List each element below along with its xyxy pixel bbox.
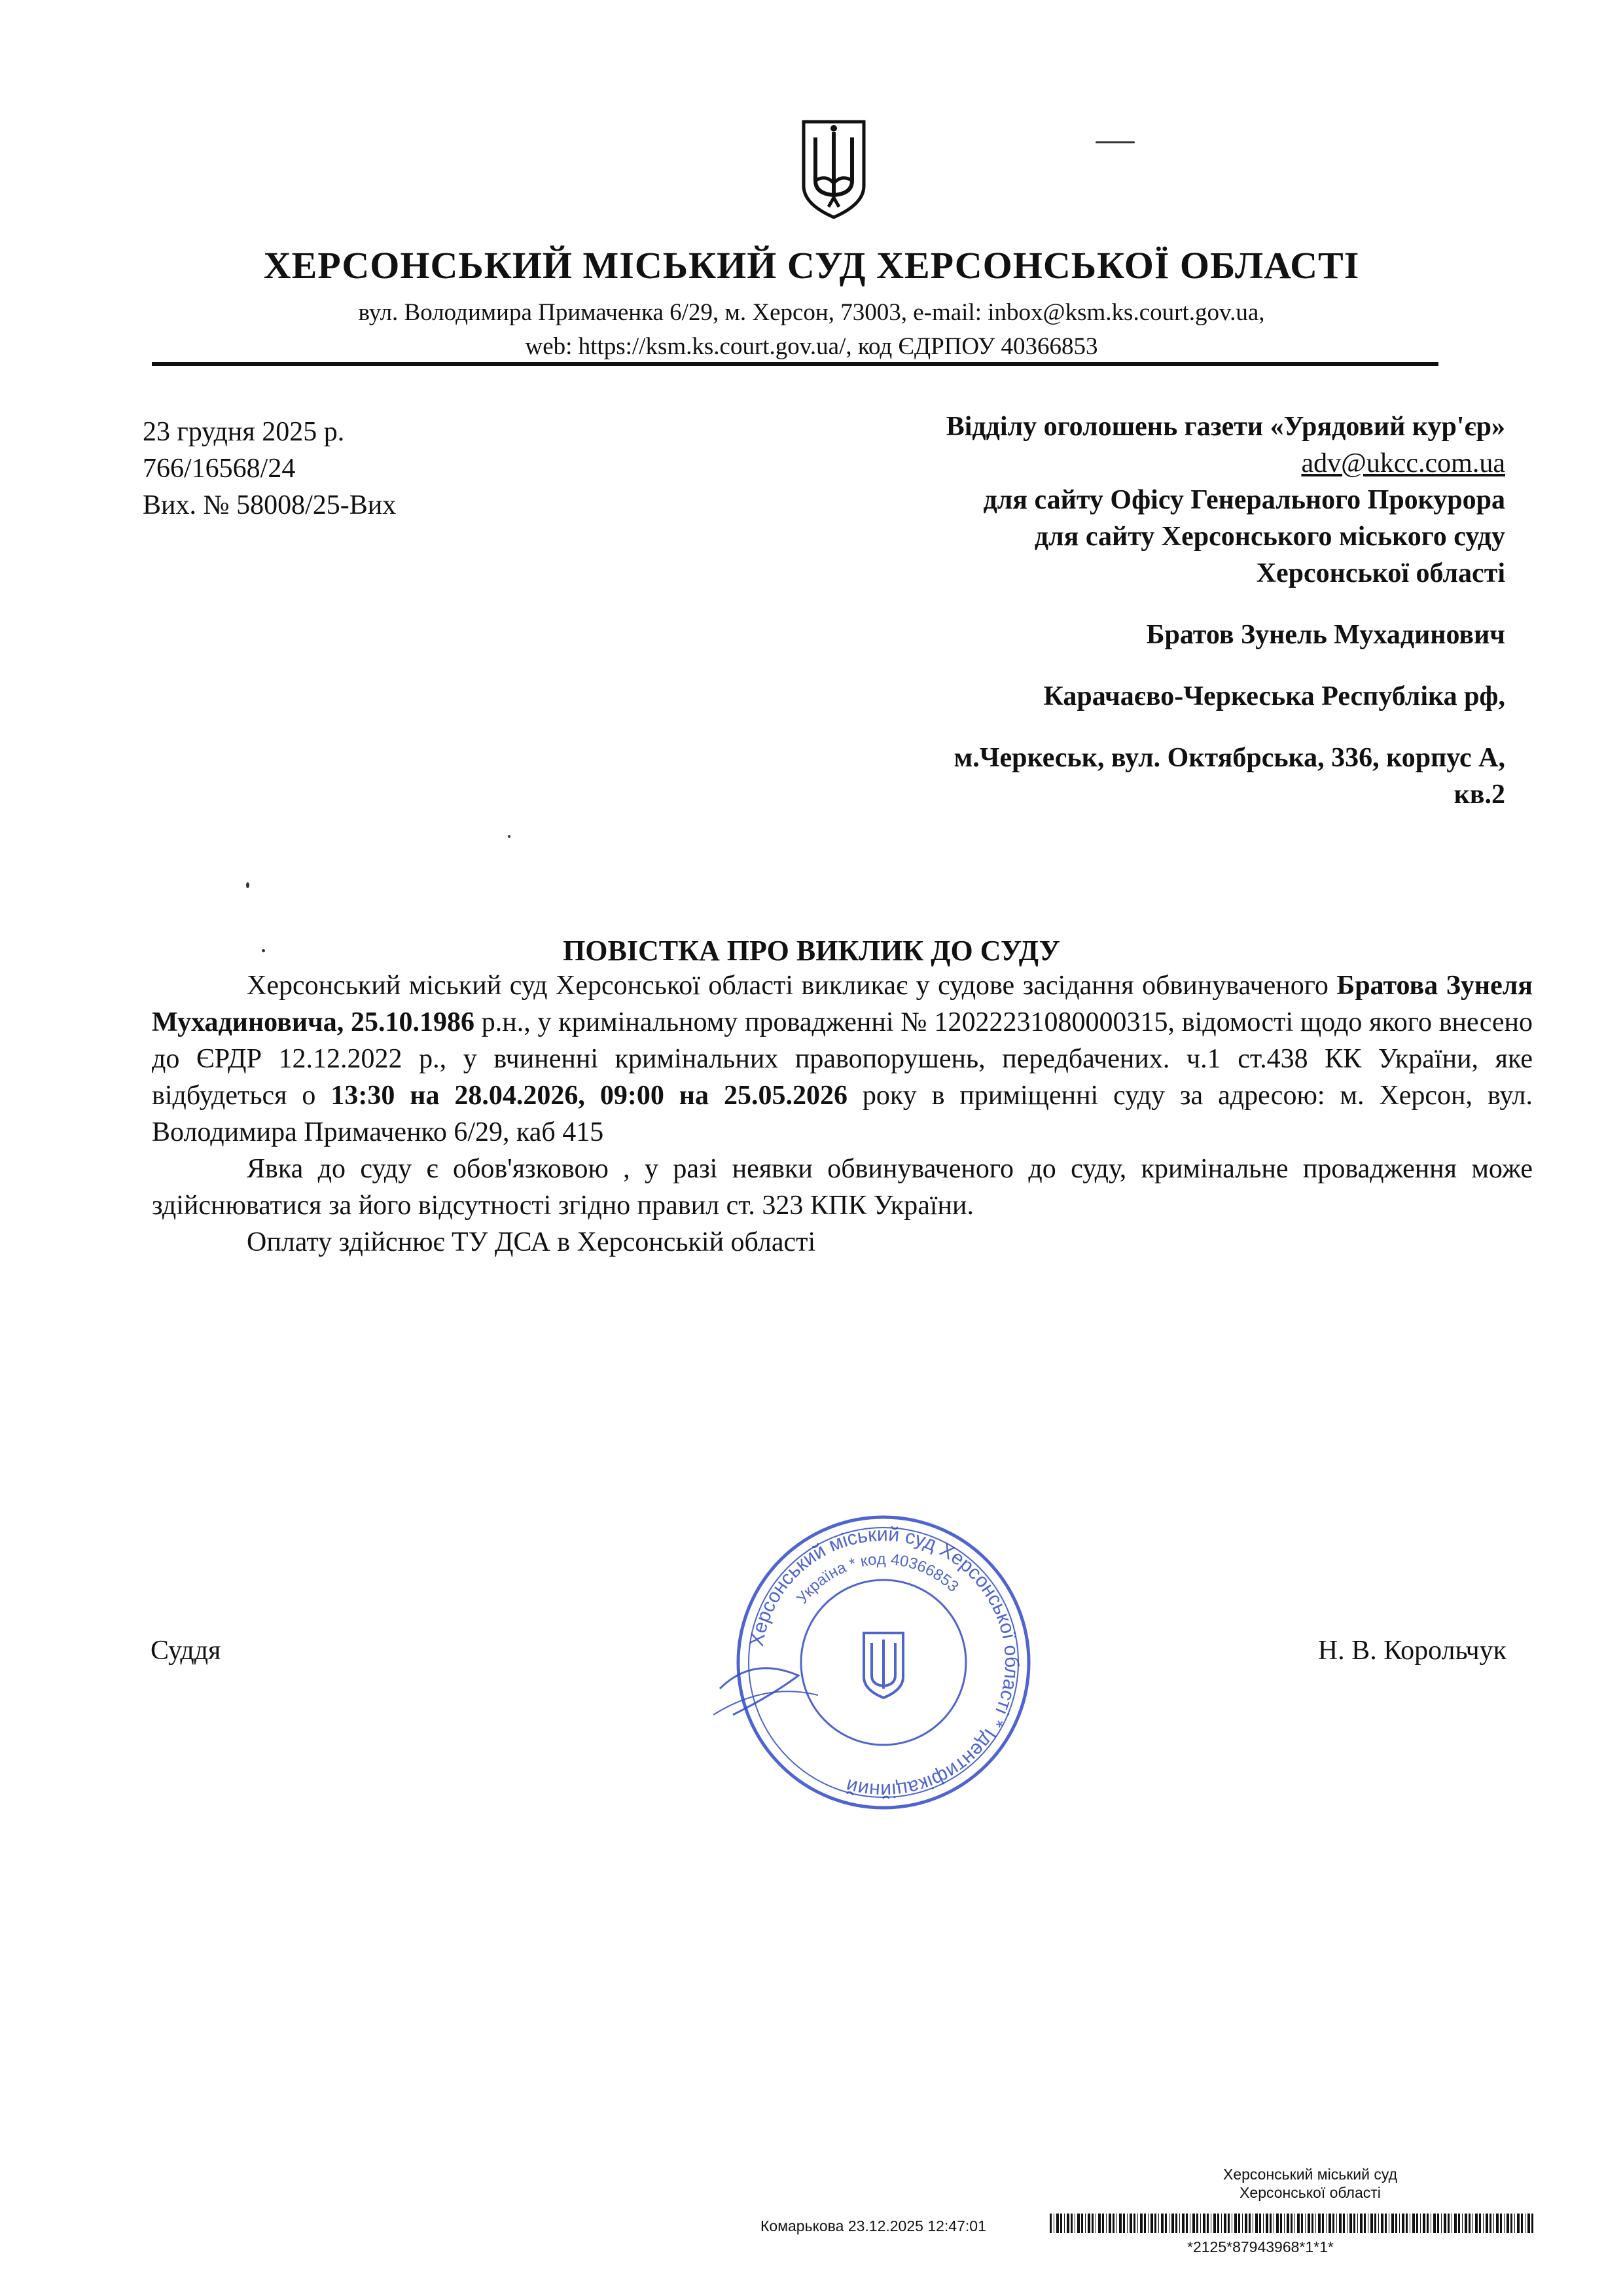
svg-text:Херсонський міський суд Херсон: Херсонський міський суд Херсонської області * Ідентифікаційний xyxy=(745,1523,1023,1802)
body-paragraph-2: Явка до суду є обов'язковою , у разі неявки обвинуваченого до суду, кримінальне провадження може здійснюватися за його відсутності згідно правил ст. 323 КПК України. xyxy=(152,1154,1533,1221)
header-divider xyxy=(152,362,1438,366)
recipient-street: м.Черкеськ, вул. Октябрська, 336, корпус А, xyxy=(954,743,1505,773)
registration-footer xyxy=(760,2165,1539,2265)
barcode-code: *2125*87943968*1*1* xyxy=(1187,2238,1334,2255)
svg-text:Україна * код 40366853: Україна * код 40366853 xyxy=(793,1550,962,1607)
barcode xyxy=(1050,2214,1534,2233)
body-paragraph-3: Оплату здійснює ТУ ДСА в Херсонській області xyxy=(247,1227,816,1257)
recipient-name: Братов Зунель Мухадинович xyxy=(1146,620,1505,650)
footer-court: Херсонський міський суд Херсонської області xyxy=(1222,2166,1398,2201)
court-address-line2: web: https://ksm.ks.court.gov.ua/, код ЄДРПОУ 40366853 xyxy=(525,333,1098,360)
document-meta xyxy=(143,414,396,524)
hearing-dates: 13:30 на 28.04.2026, 09:00 на 25.05.2026 xyxy=(330,1081,847,1111)
recipient-line4: Херсонської області xyxy=(1256,558,1505,588)
outgoing-number: Вих. № 58008/25-Вих xyxy=(143,490,397,520)
footer-user-timestamp: Комарькова 23.12.2025 12:47:01 xyxy=(760,2217,986,2234)
document-title: ПОВІСТКА ПРО ВИКЛИК ДО СУДУ xyxy=(563,935,1060,967)
seal-emblem xyxy=(864,1633,903,1698)
case-number: 766/16568/24 xyxy=(143,454,296,484)
scan-speck xyxy=(246,882,249,888)
court-seal xyxy=(694,1499,1060,1826)
scan-speck xyxy=(1096,141,1135,143)
recipient-line2: для сайту Офісу Генерального Прокурора xyxy=(983,485,1505,515)
signature-role: Суддя xyxy=(151,1636,221,1666)
signature-name: Н. В. Корольчук xyxy=(1317,1636,1507,1666)
document-date: 23 грудня 2025 р. xyxy=(143,417,345,447)
court-name: ХЕРСОНСЬКИЙ МІСЬКИЙ СУД ХЕРСОНСЬКОЇ ОБЛАСТІ xyxy=(263,244,1360,287)
recipient-apartment: кв.2 xyxy=(1454,780,1505,810)
recipient-line1: Відділу оголошень газети «Урядовий кур'єр» xyxy=(946,412,1505,442)
defendant-name: Братова Зунеля Мухадиновича, 25.10.1986 xyxy=(152,971,1533,1037)
court-address xyxy=(0,296,1623,364)
recipient-email[interactable]: adv@ukcc.com.ua xyxy=(1301,448,1505,478)
document-body xyxy=(152,967,1533,1261)
coat-of-arms-icon xyxy=(800,118,868,221)
recipient-block xyxy=(946,408,1505,813)
scan-speck xyxy=(508,835,510,838)
court-address-line1: вул. Володимира Примаченка 6/29, м. Херсон, 73003, e-mail: inbox@ksm.ks.court.gov.ua, xyxy=(358,299,1265,326)
recipient-line3: для сайту Херсонського міського суду xyxy=(1034,522,1505,552)
scan-speck xyxy=(262,949,265,952)
recipient-region: Карачаєво-Черкеська Республіка рф, xyxy=(1043,681,1505,711)
body-paragraph-1: Херсонський міський суд Херсонської області викликає у судове засідання обвинуваченого Братова Зунеля Мухадиновича, 25.10.1986 р.н., у кримінальному провадженні № 12022231080000315, відомості щодо якого внесено до ЄРДР 12.12.2022 р., у вчиненні кримінальних правопорушень, передбачених. ч.1 ст.438 КК України, яке відбудеться о 13:30 на 28.04.2026, 09:00 на 25.05.2026 року в приміщенні суду за адресою: м. Херсон, вул. Володимира Примаченко 6/29, каб 415 xyxy=(152,971,1533,1147)
